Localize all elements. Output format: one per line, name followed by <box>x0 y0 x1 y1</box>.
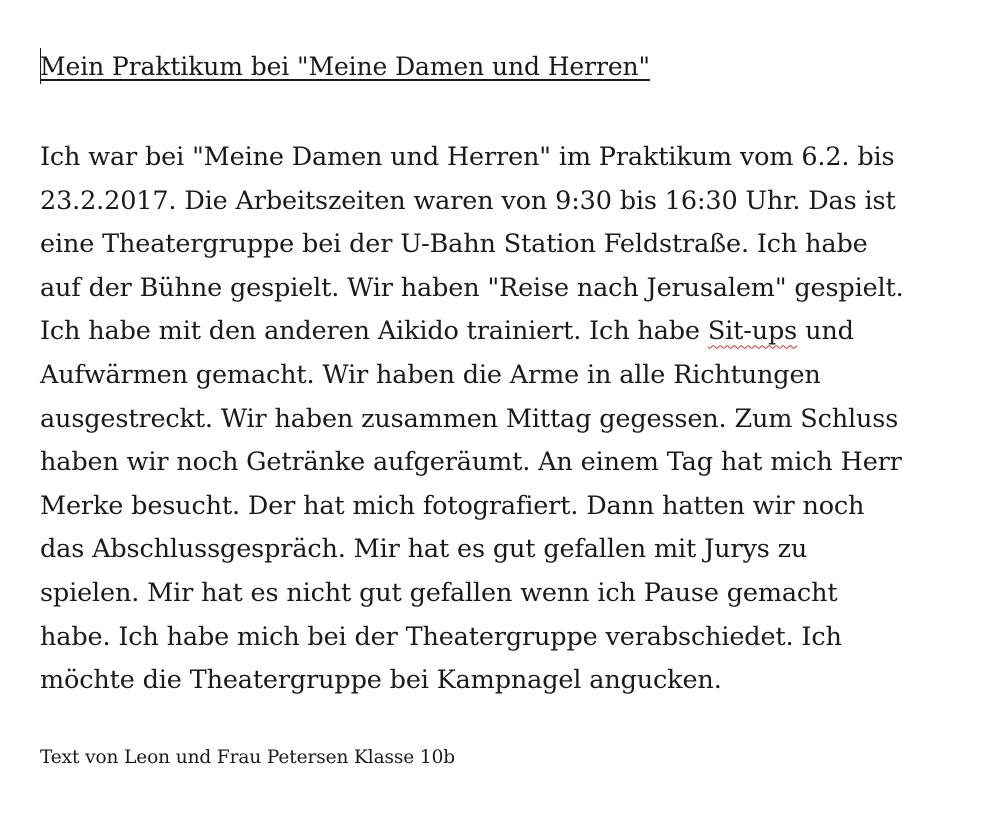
body-line: eine Theatergruppe bei der U-Bahn Station Feldstraße. Ich habe <box>40 229 868 260</box>
document-body <box>40 136 980 703</box>
document-footer: Text von Leon und Frau Petersen Klasse 10b <box>40 747 456 768</box>
body-line: habe. Ich habe mich bei der Theatergruppe verabschiedet. Ich <box>40 621 842 652</box>
body-line: auf der Bühne gespielt. Wir haben "Reise nach Jerusalem" gespielt. <box>40 272 904 303</box>
body-line: das Abschlussgespräch. Mir hat es gut gefallen mit Jurys zu <box>40 534 808 565</box>
body-line: haben wir noch Getränke aufgeräumt. An einem Tag hat mich Herr <box>40 447 902 478</box>
body-line: 23.2.2017. Die Arbeitszeiten waren von 9:30 bis 16:30 Uhr. Das ist <box>40 185 896 216</box>
body-line: Aufwärmen gemacht. Wir haben die Arme in alle Richtungen <box>40 359 821 390</box>
body-line: ausgestreckt. Wir haben zusammen Mittag gegessen. Zum Schluss <box>40 403 899 434</box>
body-line: Merke besucht. Der hat mich fotografiert. Dann hatten wir noch <box>40 490 865 521</box>
body-line: Ich habe mit den anderen Aikido trainiert. Ich habe Sit-ups und <box>40 316 854 347</box>
document-title: Mein Praktikum bei "Meine Damen und Herren" <box>40 52 650 81</box>
spellcheck-flagged-word[interactable]: Sit-ups <box>707 316 798 347</box>
body-line: spielen. Mir hat es nicht gut gefallen wenn ich Pause gemacht <box>40 577 838 608</box>
body-line: Ich war bei "Meine Damen und Herren" im Praktikum vom 6.2. bis <box>40 142 895 172</box>
body-line: möchte die Theatergruppe bei Kampnagel angucken. <box>40 665 722 696</box>
